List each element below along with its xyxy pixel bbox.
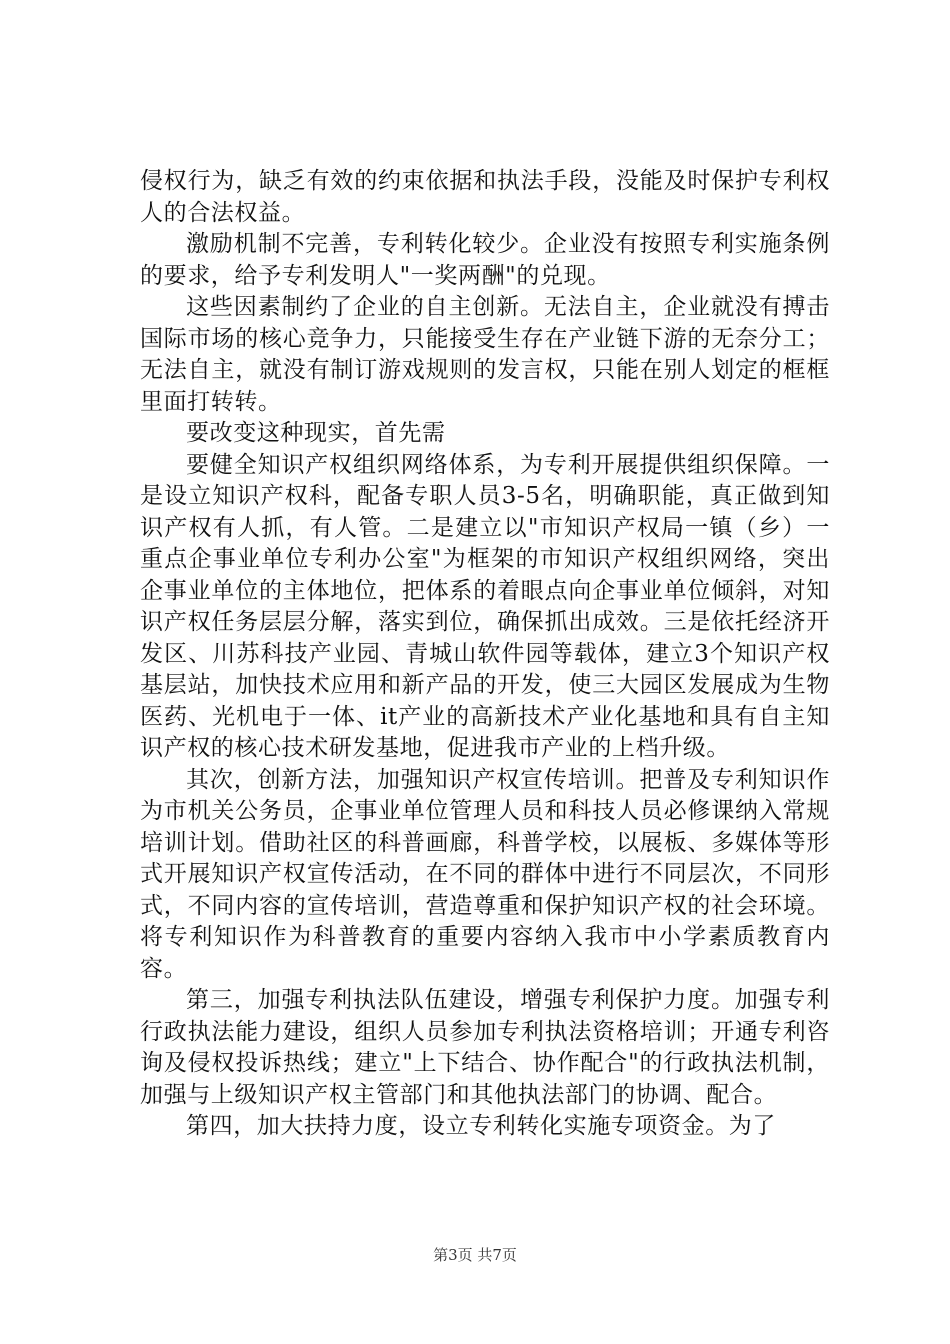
page-number-footer: 第3页 共7页: [433, 1246, 517, 1264]
paragraph-ip-organization-network: 要健全知识产权组织网络体系，为专利开展提供组织保障。一是设立知识产权科，配备专职人员3-5名，明确职能，真正做到知识产权有人抓，有人管。二是建立以"市知识产权局一镇（乡）一重点企事业单位专利办公室"为框架的市知识产权组织网络，突出企事业单位的主体地位，把体系的着眼点向企事业单位倾斜，对知识产权任务层层分解，落实到位，确保抓出成效。三是依托经济开发区、川苏科技产业园、青城山软件园等载体，建立3个知识产权基层站，加快技术应用和新产品的开发，使三大园区发展成为生物医药、光机电于一体、it产业的高新技术产业化基地和具有自主知识产权的核心技术研发基地，促进我市产业的上档升级。: [140, 451, 830, 761]
paragraph-change-reality: 要改变这种现实，首先需: [186, 420, 446, 446]
document-body: [140, 166, 830, 1143]
paragraph-infringement-continued: 侵权行为，缺乏有效的约束依据和执法手段，没能及时保护专利权人的合法权益。: [140, 168, 830, 226]
paragraph-incentive-mechanism: 激励机制不完善，专利转化较少。企业没有按照专利实施条例的要求，给予专利发明人"一奖两酬"的兑现。: [140, 231, 830, 289]
paragraph-support-funding: 第四，加大扶持力度，设立专利转化实施专项资金。为了: [186, 1113, 776, 1139]
paragraph-patent-enforcement: 第三，加强专利执法队伍建设，增强专利保护力度。加强专利行政执法能力建设，组织人员参加专利执法资格培训；开通专利咨询及侵权投诉热线；建立"上下结合、协作配合"的行政执法机制，加强与上级知识产权主管部门和其他执法部门的协调、配合。: [140, 987, 830, 1108]
paragraph-ip-training: 其次，创新方法，加强知识产权宣传培训。把普及专利知识作为市机关公务员，企事业单位管理人员和科技人员必修课纳入常规培训计划。借助社区的科普画廊，科普学校，以展板、多媒体等形式开展知识产权宣传活动，在不同的群体中进行不同层次，不同形式，不同内容的宣传培训，营造尊重和保护知识产权的社会环境。将专利知识作为科普教育的重要内容纳入我市中小学素质教育内容。: [140, 766, 830, 982]
paragraph-factors-restrict-innovation: 这些因素制约了企业的自主创新。无法自主，企业就没有搏击国际市场的核心竞争力，只能接受生存在产业链下游的无奈分工；无法自主，就没有制订游戏规则的发言权，只能在别人划定的框框里面打转转。: [140, 294, 830, 415]
